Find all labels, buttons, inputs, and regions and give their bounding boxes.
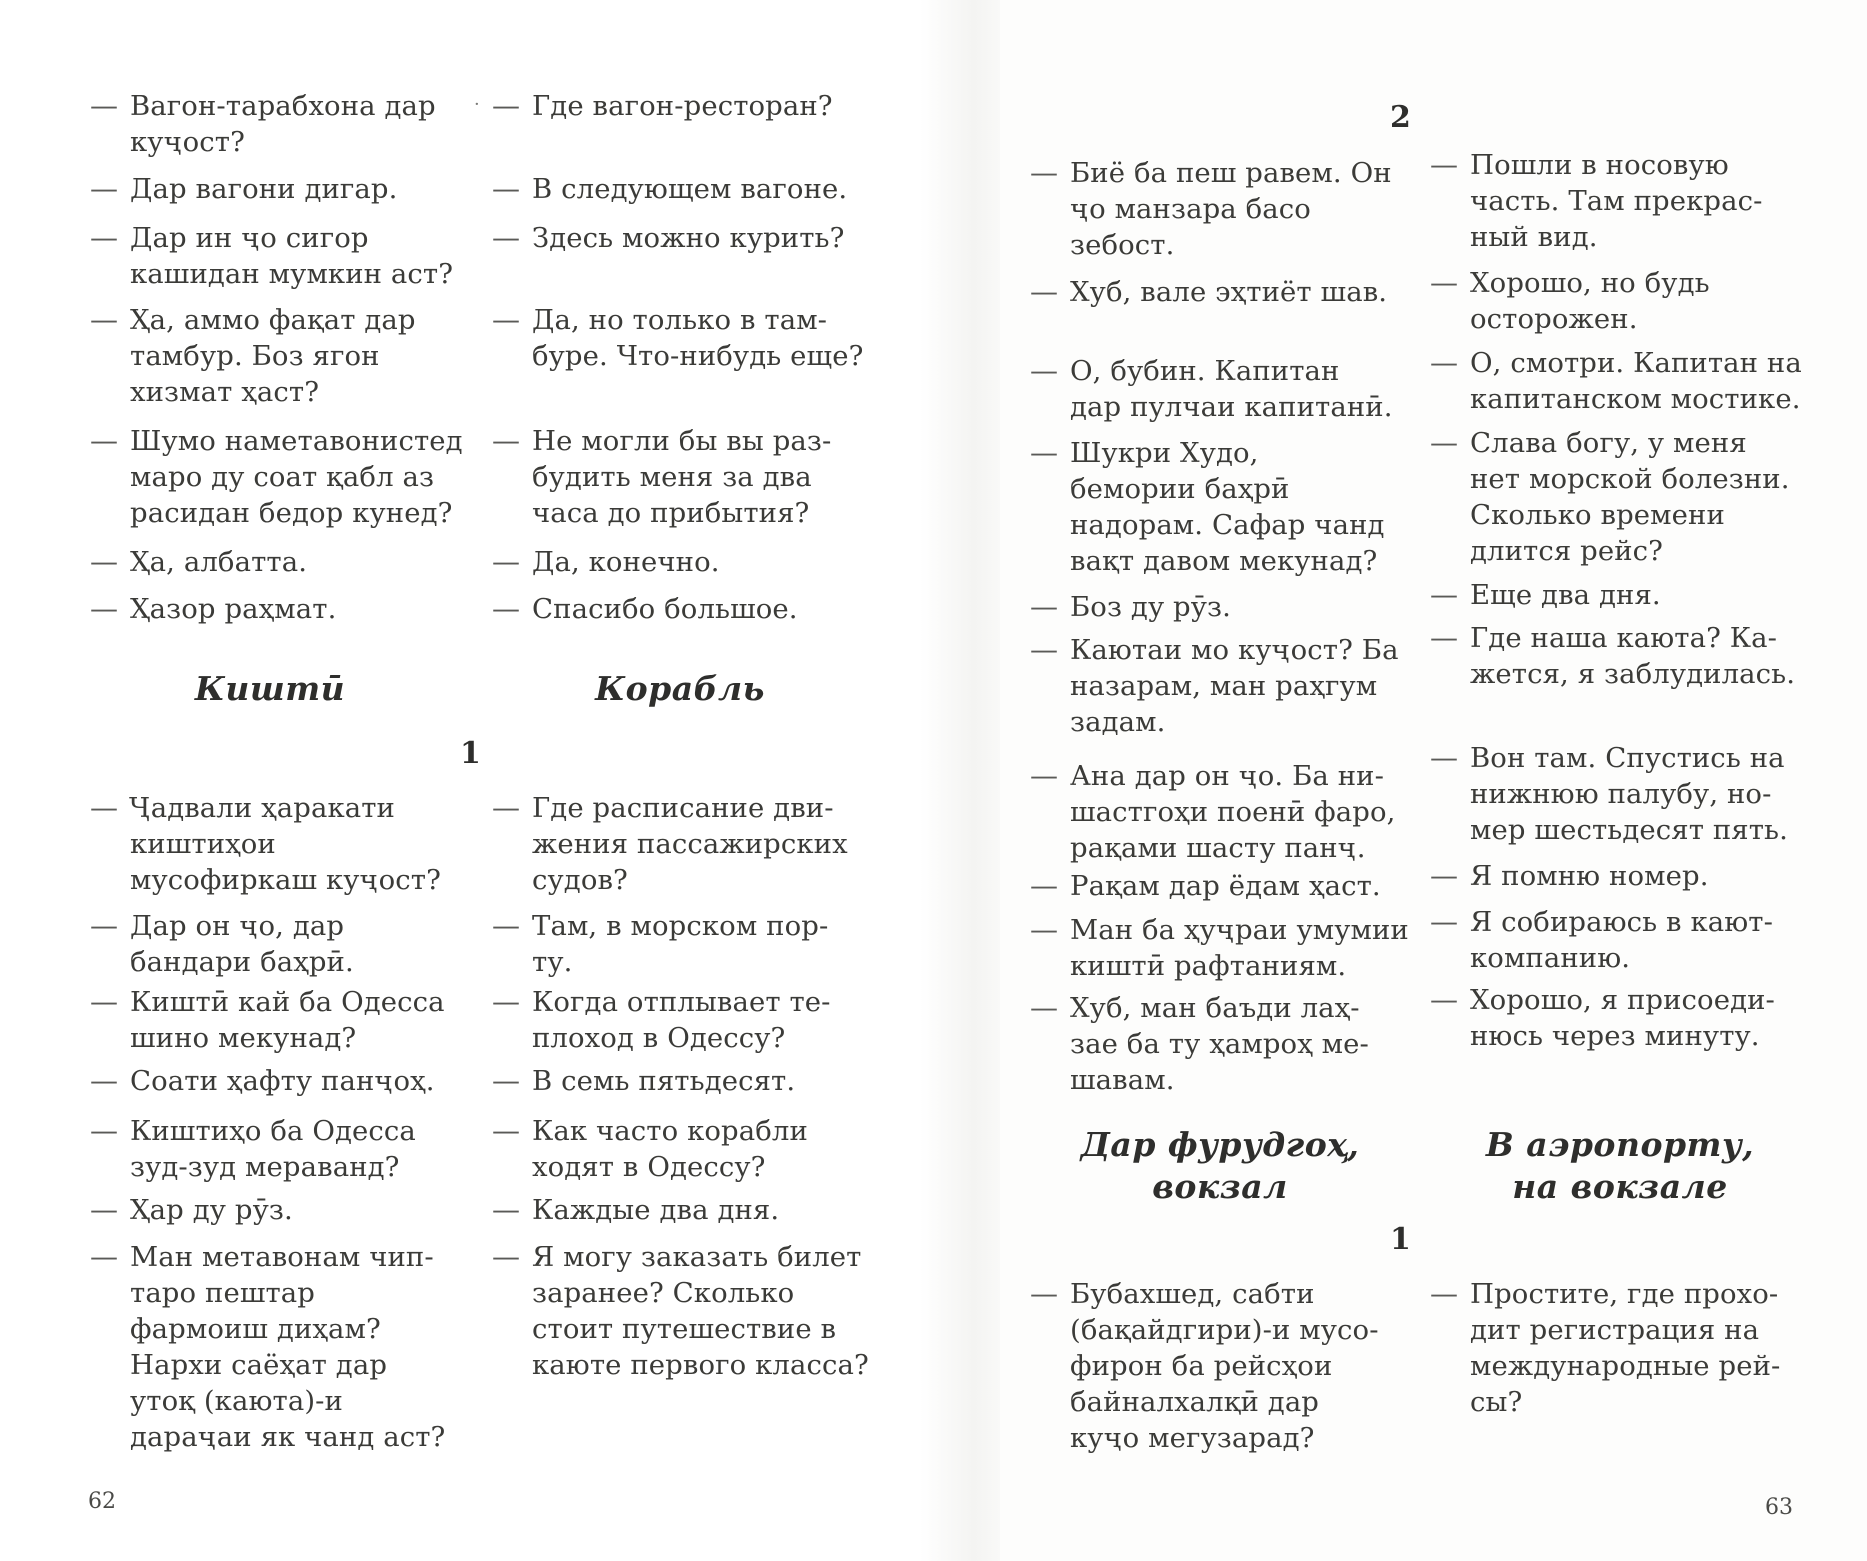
dash-marker: — <box>1430 905 1458 938</box>
tajik-phrase-text: Бубахшед, сабти (бақайдгири)-и мусо- фирон ба рейсҳои байналхалқӣ дар куҷо мегузарад? <box>1070 1278 1379 1454</box>
section-heading-tajik: Дар фурудгоҳ, вокзал <box>1080 1125 1360 1206</box>
dash-marker: — <box>1430 741 1458 774</box>
russian-phrase-text: Да, конечно. <box>532 546 720 578</box>
dash-marker: — <box>1030 913 1058 946</box>
russian-phrase-text: Я могу заказать билет заранее? Сколько стоит путешествие в каюте первого класса? <box>532 1241 869 1381</box>
russian-phrase-text: Я помню номер. <box>1470 860 1709 892</box>
section-heading-tajik: Киштӣ <box>194 669 346 708</box>
dash-marker: — <box>492 1114 520 1147</box>
dash-marker: — <box>1430 266 1458 299</box>
russian-phrase-text: Слава богу, у меня нет морской болезни. Сколько времени длится рейс? <box>1470 427 1790 567</box>
dash-marker: — <box>1430 1277 1458 1310</box>
tajik-phrase-text: Шумо наметавонистед маро ду соат қабл аз расидан бедор кунед? <box>130 425 463 529</box>
tajik-phrase-text: Ана дар он ҷо. Ба ни- шастгоҳи поенӣ фаро, рақами шасту панҷ. <box>1070 760 1396 864</box>
tajik-phrase-text: Каютаи мо куҷост? Ба назарам, ман раҳгум задам. <box>1070 634 1399 738</box>
dash-marker: — <box>1030 991 1058 1024</box>
dash-marker: — <box>1030 1277 1058 1310</box>
dash-marker: — <box>492 89 520 122</box>
dash-marker: — <box>1430 859 1458 892</box>
dash-marker: — <box>492 172 520 205</box>
russian-phrase-text: Простите, где прохо- дит регистрация на международные рей- сы? <box>1470 1278 1781 1418</box>
dash-marker: — <box>90 221 118 254</box>
tajik-phrase-text: Хуб, вале эҳтиёт шав. <box>1070 276 1388 308</box>
russian-phrase-text: Здесь можно курить? <box>532 222 845 254</box>
russian-phrase-text: Не могли бы вы раз- будить меня за два часа до прибытия? <box>532 425 832 529</box>
tajik-phrase-text: Ман ба ҳуҷраи умумии киштӣ рафтаниям. <box>1070 914 1409 982</box>
dash-marker: — <box>90 424 118 457</box>
tajik-phrase-text: Ҳа, албатта. <box>130 546 308 578</box>
tajik-phrase-text: Киштиҳо ба Одесса зуд-зуд мераванд? <box>130 1115 416 1183</box>
dash-marker: — <box>492 791 520 824</box>
tajik-phrase-text: Ман метавонам чип- таро пештар фармоиш диҳам? Нархи саёҳат дар утоқ (каюта)-и дараҷаи як чанд аст? <box>130 1241 446 1453</box>
right-page <box>1000 0 1867 1561</box>
russian-phrase-text: Вон там. Спустись на нижнюю палубу, но- мер шестьдесят пять. <box>1470 742 1788 846</box>
tajik-phrase-text: Ҳар ду рӯз. <box>130 1194 293 1226</box>
section-heading-russian: В аэропорту, на вокзале <box>1485 1125 1755 1206</box>
tajik-phrase-text: Дар ин ҷо сигор кашидан мумкин аст? <box>130 222 454 290</box>
russian-phrase-text: Где расписание дви- жения пассажирских судов? <box>532 792 848 896</box>
russian-phrase-text: Еще два дня. <box>1470 579 1661 611</box>
dash-marker: — <box>90 985 118 1018</box>
dash-marker: — <box>1430 983 1458 1016</box>
dash-marker: — <box>90 303 118 336</box>
dash-marker: — <box>90 89 118 122</box>
dash-marker: — <box>492 909 520 942</box>
print-mark: · <box>474 94 480 115</box>
dash-marker: — <box>1430 621 1458 654</box>
russian-phrase-text: Да, но только в там- буре. Что-нибудь еще? <box>532 304 864 372</box>
dash-marker: — <box>492 221 520 254</box>
section-number-top: 2 <box>1390 100 1411 135</box>
dash-marker: — <box>1430 426 1458 459</box>
russian-phrase-text: Когда отплывает те- плоход в Одессу? <box>532 986 831 1054</box>
dash-marker: — <box>90 1193 118 1226</box>
russian-phrase-text: Хорошо, я присоеди- нюсь через минуту. <box>1470 984 1775 1052</box>
dash-marker: — <box>90 592 118 625</box>
tajik-phrase-text: Киштӣ кай ба Одесса шино мекунад? <box>130 986 445 1054</box>
dash-marker: — <box>492 1240 520 1273</box>
dash-marker: — <box>1430 578 1458 611</box>
dash-marker: — <box>90 791 118 824</box>
dash-marker: — <box>1430 148 1458 181</box>
tajik-phrase-text: Ҳазор раҳмат. <box>130 593 337 625</box>
dash-marker: — <box>90 1114 118 1147</box>
russian-phrase-text: Где вагон-ресторан? <box>532 90 833 122</box>
tajik-phrase-text: Боз ду рӯз. <box>1070 591 1231 623</box>
russian-phrase-text: Спасибо большое. <box>532 593 798 625</box>
russian-phrase-text: Хорошо, но будь осторожен. <box>1470 267 1710 335</box>
russian-phrase-text: Там, в морском пор- ту. <box>532 910 829 978</box>
russian-phrase-text: О, смотри. Капитан на капитанском мостике. <box>1470 347 1802 415</box>
dash-marker: — <box>1430 346 1458 379</box>
russian-phrase-text: Я собираюсь в кают- компанию. <box>1470 906 1774 974</box>
dash-marker: — <box>492 545 520 578</box>
russian-phrase-text: Где наша каюта? Ка- жется, я заблудилась. <box>1470 622 1796 690</box>
dash-marker: — <box>492 1064 520 1097</box>
dash-marker: — <box>1030 590 1058 623</box>
russian-phrase-text: Каждые два дня. <box>532 1194 780 1226</box>
dash-marker: — <box>90 909 118 942</box>
tajik-phrase-text: Вагон-тарабхона дар куҷост? <box>130 90 436 158</box>
dash-marker: — <box>492 303 520 336</box>
section-number-bottom: 1 <box>1390 1222 1411 1257</box>
dash-marker: — <box>90 1064 118 1097</box>
dash-marker: — <box>492 592 520 625</box>
russian-phrase-text: В семь пятьдесят. <box>532 1065 796 1097</box>
page-number: 63 <box>1765 1495 1793 1520</box>
dash-marker: — <box>1030 759 1058 792</box>
section-heading-russian: Корабль <box>595 669 765 708</box>
tajik-phrase-text: Соати ҳафту панҷоҳ. <box>130 1065 435 1097</box>
russian-phrase-text: Пошли в носовую часть. Там прекрас- ный вид. <box>1470 149 1763 253</box>
left-page <box>0 0 900 1561</box>
book-gutter <box>920 0 1010 1561</box>
dash-marker: — <box>492 985 520 1018</box>
tajik-phrase-text: Рақам дар ёдам ҳаст. <box>1070 870 1381 902</box>
dash-marker: — <box>1030 869 1058 902</box>
dash-marker: — <box>1030 156 1058 189</box>
dash-marker: — <box>1030 633 1058 666</box>
dash-marker: — <box>1030 275 1058 308</box>
tajik-phrase-text: Ҷадвали ҳаракати киштиҳои мусофиркаш куҷост? <box>130 792 441 896</box>
dash-marker: — <box>90 1240 118 1273</box>
tajik-phrase-text: Шукри Худо, бемории баҳрӣ надорам. Сафар чанд вақт давом мекунад? <box>1070 437 1385 577</box>
tajik-phrase-text: О, бубин. Капитан дар пулчаи капитанӣ. <box>1070 355 1393 423</box>
dash-marker: — <box>492 1193 520 1226</box>
russian-phrase-text: Как часто корабли ходят в Одессу? <box>532 1115 808 1183</box>
tajik-phrase-text: Биё ба пеш равем. Он ҷо манзара басо зебост. <box>1070 157 1392 261</box>
dash-marker: — <box>1030 354 1058 387</box>
dash-marker: — <box>1030 436 1058 469</box>
tajik-phrase-text: Ҳа, аммо фақат дар тамбур. Боз ягон хизмат ҳаст? <box>130 304 416 408</box>
dash-marker: — <box>492 424 520 457</box>
dash-marker: — <box>90 172 118 205</box>
tajik-phrase-text: Хуб, ман баъди лаҳ- зае ба ту ҳамроҳ ме- шавам. <box>1070 992 1369 1096</box>
tajik-phrase-text: Дар вагони дигар. <box>130 173 398 205</box>
tajik-phrase-text: Дар он ҷо, дар бандари баҳрӣ. <box>130 910 354 978</box>
page-number: 62 <box>88 1489 116 1514</box>
dash-marker: — <box>90 545 118 578</box>
section-number: 1 <box>460 736 481 771</box>
russian-phrase-text: В следующем вагоне. <box>532 173 848 205</box>
